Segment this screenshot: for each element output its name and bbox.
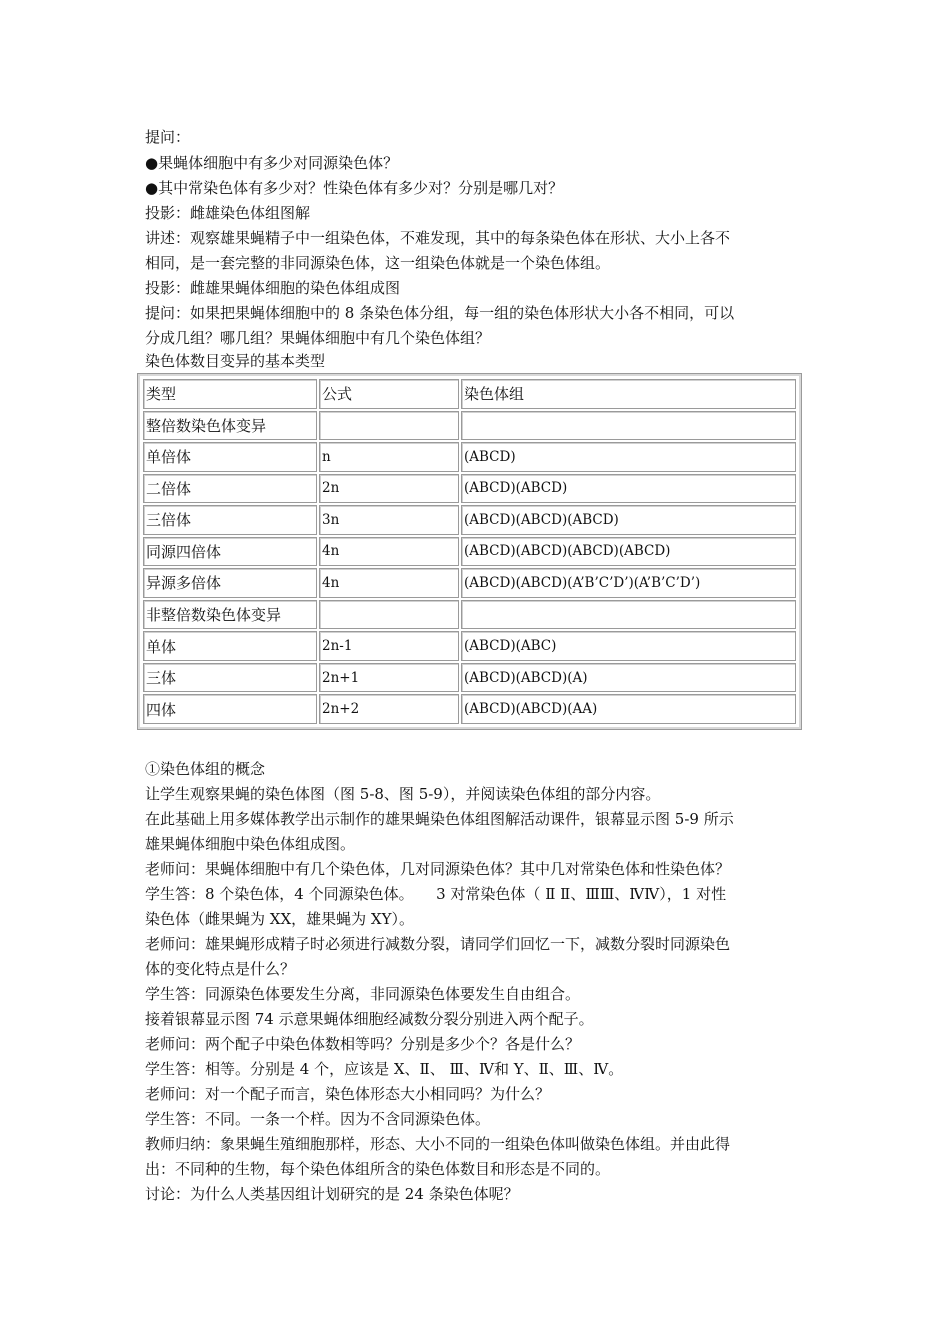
cell-genome: (ABCD)(ABCD)(AA) — [461, 694, 796, 724]
header-genome: 染色体组 — [461, 379, 796, 409]
body-line: 老师问：对一个配子而言，染色体形态大小相同吗？为什么？ — [145, 1085, 551, 1103]
cell-formula: 4n — [319, 537, 459, 567]
intro-line: 讲述：观察雄果蝇精子中一组染色体，不难发现，其中的每条染色体在形状、大小上各不 — [145, 229, 731, 247]
cell-genome: (ABCD)(ABCD) — [461, 474, 796, 504]
section-heading: ①染色体组的概念 — [145, 760, 266, 778]
table-row — [143, 631, 796, 661]
intro-line: 分成几组？哪几组？果蝇体细胞中有几个染色体组？ — [145, 329, 491, 347]
table-row — [143, 505, 796, 535]
intro-line: 相同，是一套完整的非同源染色体，这一组染色体就是一个染色体组。 — [145, 254, 611, 272]
table-header-row — [143, 379, 796, 409]
body-line: 体的变化特点是什么？ — [145, 960, 296, 978]
table-row — [143, 694, 796, 724]
cell-formula: 3n — [319, 505, 459, 535]
cell-type: 同源四倍体 — [143, 537, 317, 567]
cell-formula: 2n-1 — [319, 631, 459, 661]
body-line: 雄果蝇体细胞中染色体组成图。 — [145, 835, 356, 853]
cell-type: 三倍体 — [143, 505, 317, 535]
body-line: 学生答：相等。分别是 4 个，应该是 X、Ⅱ、 Ⅲ、Ⅳ和 Y、Ⅱ、Ⅲ、Ⅳ。 — [145, 1060, 624, 1078]
cell-type: 二倍体 — [143, 474, 317, 504]
cell-formula: n — [319, 442, 459, 472]
chromosome-variation-table — [137, 373, 802, 730]
intro-line: ●果蝇体细胞中有多少对同源染色体？ — [145, 154, 399, 172]
cell-genome: (ABCD)(ABCD)(ABCD)(ABCD) — [461, 537, 796, 567]
cell-type: 非整倍数染色体变异 — [143, 600, 317, 630]
cell-formula: 2n — [319, 474, 459, 504]
intro-line: 提问： — [145, 128, 191, 146]
table-row — [143, 663, 796, 693]
header-type: 类型 — [143, 379, 317, 409]
intro-line: 提问：如果把果蝇体细胞中的 8 条染色体分组，每一组的染色体形状大小各不相同，可以 — [145, 304, 735, 322]
body-line: 老师问：两个配子中染色体数相等吗？分别是多少个？各是什么？ — [145, 1035, 581, 1053]
table-caption: 染色体数目变异的基本类型 — [145, 352, 326, 370]
table-row — [143, 600, 796, 630]
body-line: 出：不同种的生物，每个染色体组所含的染色体数目和形态是不同的。 — [145, 1160, 611, 1178]
table-row — [143, 537, 796, 567]
cell-formula — [319, 600, 459, 630]
body-line: 接着银幕显示图 74 示意果蝇体细胞经减数分裂分别进入两个配子。 — [145, 1010, 594, 1028]
body-line: 教师归纳：象果蝇生殖细胞那样，形态、大小不同的一组染色体叫做染色体组。并由此得 — [145, 1135, 731, 1153]
intro-line: 投影：雌雄染色体组图解 — [145, 204, 311, 222]
body-line: 染色体（雌果蝇为 XX，雄果蝇为 XY）。 — [145, 910, 414, 928]
cell-genome: (ABCD)(ABC) — [461, 631, 796, 661]
cell-type: 三体 — [143, 663, 317, 693]
table-row — [143, 474, 796, 504]
cell-type: 四体 — [143, 694, 317, 724]
body-line: 老师问：果蝇体细胞中有几个染色体，几对同源染色体？其中几对常染色体和性染色体？ — [145, 860, 731, 878]
cell-type: 异源多倍体 — [143, 568, 317, 598]
table-row — [143, 411, 796, 441]
cell-genome — [461, 600, 796, 630]
body-line: 学生答：同源染色体要发生分离，非同源染色体要发生自由组合。 — [145, 985, 581, 1003]
body-line: 在此基础上用多媒体教学出示制作的雄果蝇染色体组图解活动课件，银幕显示图 5-9 所示 — [145, 810, 734, 828]
table-row — [143, 568, 796, 598]
intro-line: ●其中常染色体有多少对？性染色体有多少对？分别是哪几对？ — [145, 179, 564, 197]
cell-formula: 4n — [319, 568, 459, 598]
cell-formula — [319, 411, 459, 441]
cell-type: 单倍体 — [143, 442, 317, 472]
cell-genome: (ABCD) — [461, 442, 796, 472]
body-line: 学生答：不同。一条一个样。因为不含同源染色体。 — [145, 1110, 491, 1128]
cell-type: 单体 — [143, 631, 317, 661]
header-formula: 公式 — [319, 379, 459, 409]
cell-formula: 2n+2 — [319, 694, 459, 724]
table-row — [143, 442, 796, 472]
cell-genome: (ABCD)(ABCD)(A) — [461, 663, 796, 693]
cell-genome: (ABCD)(ABCD)(ABCD) — [461, 505, 796, 535]
body-line: 让学生观察果蝇的染色体图（图 5-8、图 5-9），并阅读染色体组的部分内容。 — [145, 785, 661, 803]
body-line: 老师问：雄果蝇形成精子时必须进行减数分裂，请同学们回忆一下，减数分裂时同源染色 — [145, 935, 731, 953]
cell-genome: (ABCD)(ABCD)(A’B’C’D’)(A’B’C’D’) — [461, 568, 796, 598]
body-line: 学生答：8 个染色体，4 个同源染色体。 3 对常染色体（ Ⅱ Ⅱ、ⅢⅢ、ⅣⅣ），1 对性 — [145, 885, 727, 903]
body-line: 讨论：为什么人类基因组计划研究的是 24 条染色体呢？ — [145, 1185, 519, 1203]
cell-genome — [461, 411, 796, 441]
cell-formula: 2n+1 — [319, 663, 459, 693]
intro-line: 投影：雌雄果蝇体细胞的染色体组成图 — [145, 279, 401, 297]
cell-type: 整倍数染色体变异 — [143, 411, 317, 441]
